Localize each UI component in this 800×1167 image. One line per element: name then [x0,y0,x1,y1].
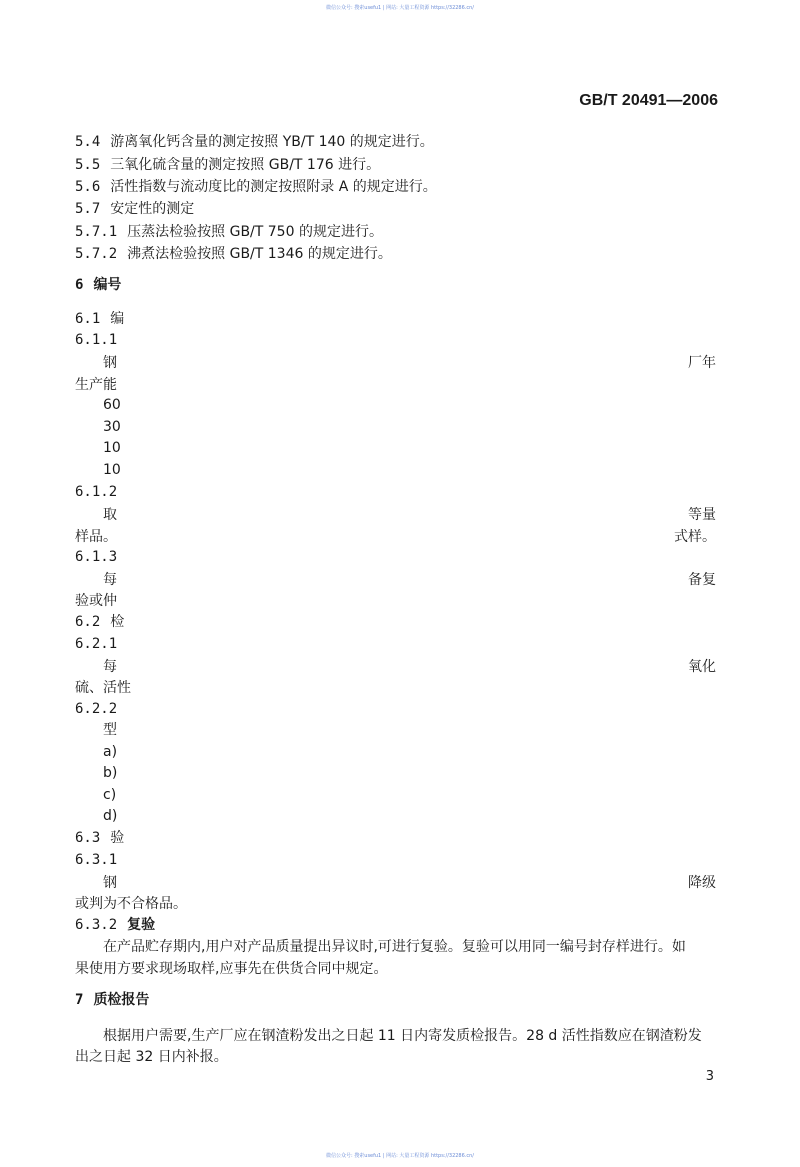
clause-number: 6.3.1 [75,852,118,868]
clause-6-3-1 [75,851,127,869]
clause-text: 编 [110,311,125,327]
clause-number: 6.2.1 [75,636,118,652]
clause-number: 5.7.1 [75,224,118,240]
list-item: 60 [103,397,121,413]
watermark-top: 微信公众号: 搜索usefu1 | 网站: 大量工程资源 https://32286.cn/ [326,5,474,11]
clause-6-1 [75,310,124,328]
clause-6-1-2 [75,483,127,501]
clause-5-7 [75,200,194,218]
clause-number: 6.2.2 [75,701,118,717]
clause-number: 6.1.2 [75,484,118,500]
clause-number: 6.1.1 [75,332,118,348]
text-fragment: 钢 [103,875,117,891]
text-fragment: 氧化 [688,659,716,675]
text-fragment: 样品。 [75,529,117,545]
text-fragment: 硫、活性 [75,680,131,696]
clause-number: 5.7 [75,201,101,217]
text-fragment: 式样。 [674,529,716,545]
text-fragment: 生产能 [75,377,117,393]
text-fragment: 备复 [688,572,716,588]
clause-text: 检 [110,614,125,630]
clause-5-7-1 [75,223,383,241]
heading-text: 质检报告 [93,992,150,1008]
clause-text: 复验 [127,917,156,933]
paragraph-line: 果使用方要求现场取样,应事先在供货合同中规定。 [75,961,388,977]
clause-number: 6.3 [75,830,101,846]
paragraph-line: 出之日起 32 日内补报。 [75,1049,228,1065]
list-item: 10 [103,462,121,478]
text-fragment: 取 [103,507,117,523]
text-fragment: 降级 [688,875,716,891]
clause-text: 验 [110,830,125,846]
clause-text: 压蒸法检验按照 GB/T 750 的规定进行。 [127,224,383,240]
paragraph-line: 根据用户需要,生产厂应在钢渣粉发出之日起 11 日内寄发质检报告。28 d 活性指数应在钢渣粉发 [103,1028,702,1044]
text-fragment: 型 [103,722,117,738]
clause-number: 6 [75,277,84,293]
clause-6-2-1 [75,635,127,653]
clause-number: 6.1.3 [75,549,118,565]
clause-6-2-2 [75,700,127,718]
clause-5-6 [75,178,437,196]
clause-number: 5.5 [75,157,101,173]
clause-number: 6.2 [75,614,101,630]
list-item-d: d) [103,808,118,824]
clause-number: 6.1 [75,311,101,327]
clause-number: 5.6 [75,179,101,195]
page-number: 3 [705,1069,714,1084]
text-fragment: 厂年 [688,355,716,371]
list-item-b: b) [103,765,118,781]
clause-number: 6.3.2 [75,917,118,933]
list-item-a: a) [103,744,118,760]
clause-5-5 [75,156,380,174]
clause-text: 安定性的测定 [110,201,195,217]
clause-6-3-2 [75,916,155,934]
text-fragment: 钢 [103,355,117,371]
text-fragment: 等量 [688,507,716,523]
clause-number: 7 [75,992,84,1008]
paragraph-line: 在产品贮存期内,用户对产品质量提出异议时,可进行复验。复验可以用同一编号封存样进行。如 [103,939,686,955]
text-fragment: 验或仲 [75,593,117,609]
clause-text: 三氧化硫含量的测定按照 GB/T 176 进行。 [110,157,381,173]
list-item: 10 [103,440,121,456]
text-fragment: 或判为不合格品。 [75,896,187,912]
clause-5-4 [75,133,434,151]
text-fragment: 每 [103,572,117,588]
clause-6-1-3 [75,548,127,566]
watermark-bottom: 微信公众号: 搜索usefu1 | 网站: 大量工程资源 https://32286.cn/ [326,1153,474,1159]
section-6-heading [75,276,121,294]
clause-6-3 [75,829,124,847]
clause-6-2 [75,613,124,631]
text-fragment: 每 [103,659,117,675]
clause-5-7-2 [75,245,392,263]
clause-text: 沸煮法检验按照 GB/T 1346 的规定进行。 [127,246,392,262]
list-item-c: c) [103,787,117,803]
clause-number: 5.4 [75,134,101,150]
clause-text: 活性指数与流动度比的测定按照附录 A 的规定进行。 [110,179,437,195]
standard-code: GB/T 20491—2006 [579,92,718,109]
heading-text: 编号 [93,277,122,293]
list-item: 30 [103,419,121,435]
clause-6-1-1 [75,331,127,349]
clause-text: 游离氧化钙含量的测定按照 YB/T 140 的规定进行。 [110,134,434,150]
section-7-heading [75,991,149,1009]
clause-number: 5.7.2 [75,246,118,262]
